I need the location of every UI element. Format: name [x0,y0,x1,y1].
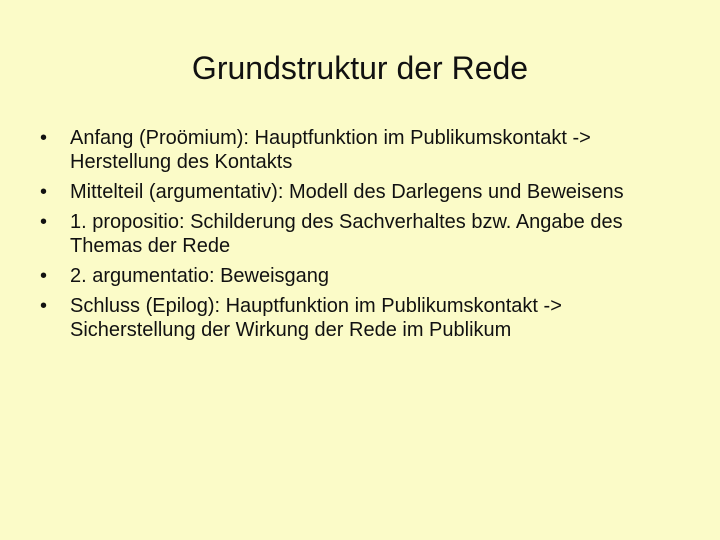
bullet-item [40,126,680,174]
bullet-item [40,180,680,204]
bullet-item [40,210,680,258]
bullet-icon: • [40,211,48,233]
bullet-item [40,264,680,288]
bullet-text: 2. argumentatio: Beweisgang [70,265,330,287]
bullet-icon: • [40,265,48,287]
bullet-icon: • [40,181,48,203]
bullet-text: Schluss (Epilog): Hauptfunktion im Publikumskontakt -> Sicherstellung der Wirkung der Rede im Publikum [70,295,562,341]
bullet-item [40,294,680,342]
bullet-text: Mittelteil (argumentativ): Modell des Darlegens und Beweisens [70,181,624,203]
bullet-list [40,126,680,348]
bullet-icon: • [40,295,48,317]
bullet-text: 1. propositio: Schilderung des Sachverhaltes bzw. Angabe des Themas der Rede [70,211,623,257]
slide-title: Grundstruktur der Rede [191,50,529,86]
bullet-text: Anfang (Proömium): Hauptfunktion im Publikumskontakt -> Herstellung des Kontakts [70,127,591,173]
bullet-icon: • [40,127,48,149]
